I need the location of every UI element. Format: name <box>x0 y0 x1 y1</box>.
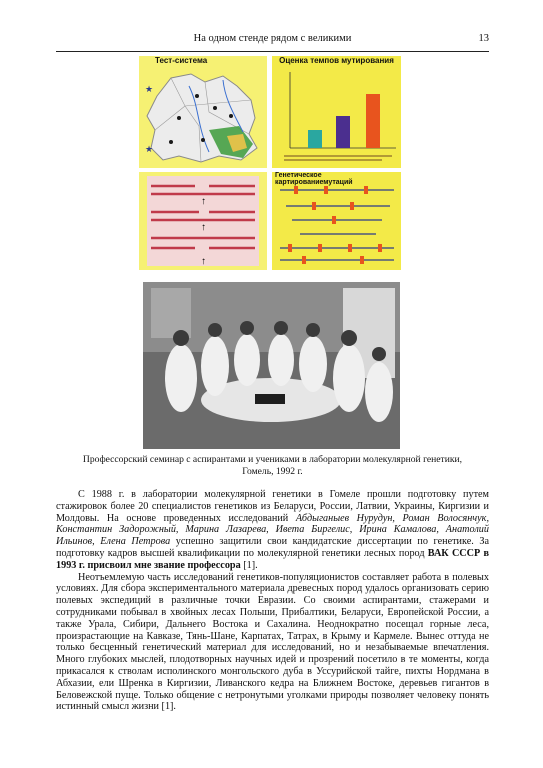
paragraph-1 <box>56 489 489 572</box>
chart-bar-1 <box>308 130 322 148</box>
test-system-title: Тест-система <box>155 56 208 65</box>
caption-line-2: Гомель, 1992 г. <box>242 466 303 477</box>
caption-line-1: Профессорский семинар с аспирантами и учениками в лаборатории молекулярной генетики, <box>82 454 463 465</box>
paragraph-1-names: Абдыганыев Нурудун, Роман Волосянчук, Константин Задорожный, Марина Лазарева, Ивета Биргелис, Ирина Камалова, Анатолий Ильинов, Елена Петрова <box>56 512 489 548</box>
genetic-mapping-diagram <box>272 172 401 270</box>
running-header-title: На одном стенде рядом с великими <box>193 33 352 44</box>
gel-panel <box>139 172 267 270</box>
running-header <box>56 33 489 49</box>
chart-bar-3 <box>366 94 380 148</box>
paragraph-1-c: [1]. <box>240 559 258 571</box>
mapping-tracks <box>280 190 394 260</box>
paragraph-1-award: ВАК СССР в 1993 г. присвоил мне звание профессора <box>56 547 489 571</box>
chart-bar-2 <box>336 116 350 148</box>
mapping-markers <box>288 186 382 264</box>
paragraph-1-a: С 1988 г. в лаборатории молекулярной генетики в Гомеле прошли подготовку путем стажировок более 20 специалистов генетиков из Беларуси, России, Латвии, Украины, Киргизии и Молдовы. На основе проведенных исследований <box>56 489 489 524</box>
belarus-map <box>139 56 267 168</box>
gel-arrow-2: ↑ <box>201 222 206 233</box>
photo-window <box>151 288 191 338</box>
mutation-rate-title: Оценка темпов мутирования <box>279 56 394 65</box>
mutation-rate-chart <box>272 56 401 168</box>
gel-arrow-3: ↑ <box>201 256 206 267</box>
paragraph-2: Неотъемлемую часть исследований генетиков-популяционистов составляет работа в полевых условиях. Для сбора экспериментального материала древесных пород удалось организовать серию полевых экспедиций в различные точки Евразии. Со своими аспирантами, стажерами и сотрудниками побывал в хвойных лесах Польши, Прибалтики, Беларуси, Европейской России, а также Урала, Сибири, Дальнего Востока и Сахалина. Неоднократно посещал горные леса, произрастающие на Кавказе, Тянь-Шане, Карпатах, Татрах, в Крыму и Кармеле. Вынес оттуда не только бесценный генетический материал для исследований, но и незабываемые впечатления. Много глубоких мыслей, плодотворных научных идей и прозрений посетило в те моменты, когда прикасался к стволам исполинского монгольского дуба в Уссурийской тайге, пихты Нордмана в Абхазии, ели Шренка в Киргизии, Ливанского кедра на Ближнем Востоке, деревьев гигантов в Беловежской пуще. Только общение с нетронутыми уголками природы позволяет человеку понять истинный смысл жизни [1]. <box>56 571 489 713</box>
map-marker-star-2: ★ <box>145 144 154 154</box>
photo-device <box>255 394 285 404</box>
test-system-panel <box>139 56 267 168</box>
figure-caption <box>56 454 489 478</box>
seminar-photo <box>143 282 400 449</box>
gel-image <box>139 172 267 270</box>
map-marker-star-1: ★ <box>145 84 154 94</box>
page-number: 13 <box>478 33 489 44</box>
paragraph-1-b: успешно защитили свои кандидатские диссертации по генетике. За подготовку кадров высшей квалификации по молекулярной генетики лесных пород <box>56 536 489 559</box>
mutation-rate-panel <box>272 56 401 168</box>
header-rule <box>56 51 489 52</box>
gel-arrow-1: ↑ <box>201 196 206 207</box>
seminar-photo-image <box>143 282 400 449</box>
genetic-mapping-title: Генетическое картированиемутаций <box>275 172 353 186</box>
body-text <box>56 489 489 713</box>
genetic-mapping-panel <box>272 172 401 270</box>
